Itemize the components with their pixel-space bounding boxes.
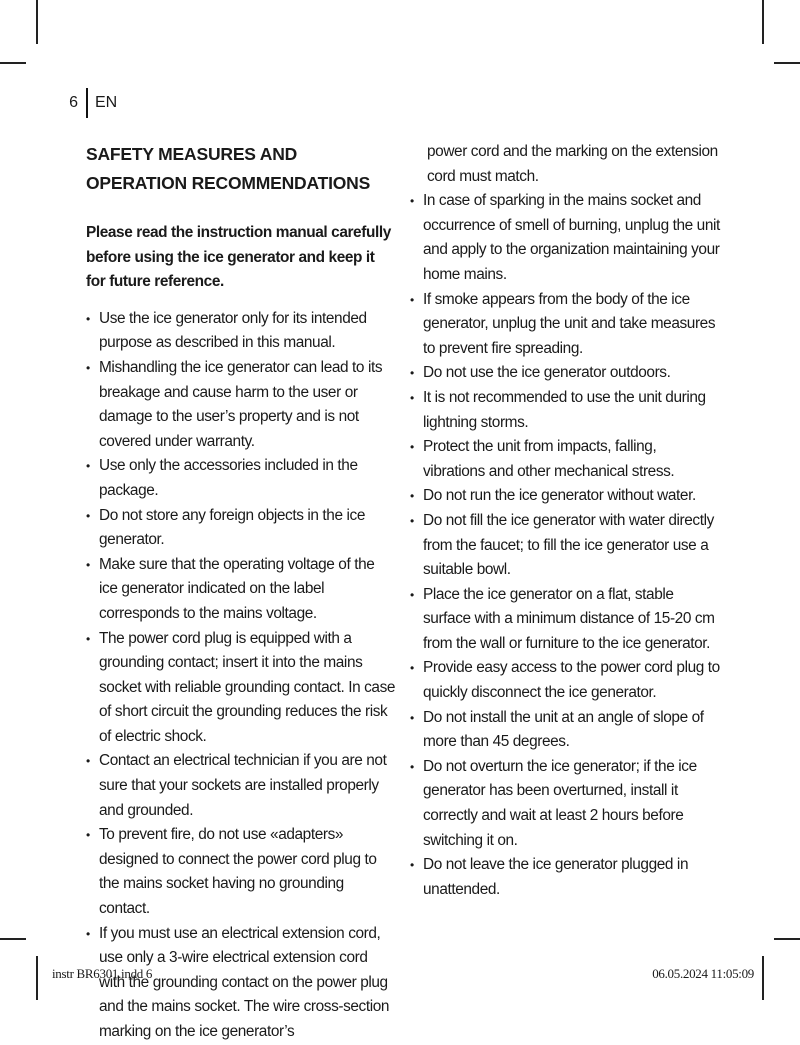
list-item: • Make sure that the operating voltage of the ice generator indicated on the label corresponds to the mains voltage. [86,553,396,627]
crop-mark [762,956,764,1000]
list-item: • Provide easy access to the power cord plug to quickly disconnect the ice generator. [410,656,720,705]
language-label: EN [95,94,118,111]
intro-paragraph: Please read the instruction manual carefully before using the ice generator and keep it for future reference. [86,224,391,291]
right-column [410,140,720,902]
list-item: • To prevent fire, do not use «adapters» designed to connect the power cord plug to the mains socket having no grounding contact. [86,823,396,921]
list-item: • If you must use an electrical extension cord, use only a 3-wire electrical extension cord with the grounding contact on the power plug and the mains socket. The wire cross-section marking on the ice generator’s [86,922,396,1045]
left-column [86,140,396,1045]
list-item: • Contact an electrical technician if you are not sure that your sockets are installed properly and grounded. [86,749,396,823]
list-item: • Mishandling the ice generator can lead to its breakage and cause harm to the user or damage to the user’s property and is not covered under warranty. [86,356,396,454]
section-title: SAFETY MEASURES AND OPERATION RECOMMENDATIONS [86,144,371,193]
crop-mark [762,0,764,44]
list-item: • Use only the accessories included in the package. [86,454,396,503]
page-header [64,88,117,118]
print-file-name: instr BR6301.indd 6 [52,966,153,981]
list-item: • Use the ice generator only for its intended purpose as described in this manual. [86,307,396,356]
list-item: • Do not use the ice generator outdoors. [410,361,720,386]
list-item: • Place the ice generator on a flat, stable surface with a minimum distance of 15-20 cm from the wall or furniture to the ice generator. [410,583,720,657]
list-item-continuation: power cord and the marking on the extension cord must match. [427,143,718,185]
list-item: • The power cord plug is equipped with a grounding contact; insert it into the mains socket with reliable grounding contact. In case of short circuit the grounding reduces the risk of electric shock. [86,627,396,750]
safety-list-left [86,307,396,1045]
list-item: • Do not run the ice generator without water. [410,484,720,509]
crop-mark [36,956,38,1000]
list-item: • Do not fill the ice generator with water directly from the faucet; to fill the ice generator use a suitable bowl. [410,509,720,583]
list-item: • Do not overturn the ice generator; if the ice generator has been overturned, install it correctly and wait at least 2 hours before switching it on. [410,755,720,853]
header-divider [86,88,88,118]
crop-mark [0,62,26,64]
list-item: • It is not recommended to use the unit during lightning storms. [410,386,720,435]
crop-mark [774,62,800,64]
print-timestamp: 06.05.2024 11:05:09 [652,966,754,981]
list-item: • Protect the unit from impacts, falling, vibrations and other mechanical stress. [410,435,720,484]
page-number: 6 [69,94,78,111]
crop-mark [0,938,26,940]
list-item: • Do not leave the ice generator plugged in unattended. [410,853,720,902]
safety-list-right [410,189,720,902]
crop-mark [36,0,38,44]
list-item: • Do not store any foreign objects in the ice generator. [86,504,396,553]
list-item: • In case of sparking in the mains socket and occurrence of smell of burning, unplug the unit and apply to the organization maintaining your home mains. [410,189,720,287]
list-item: • If smoke appears from the body of the ice generator, unplug the unit and take measures to prevent fire spreading. [410,288,720,362]
crop-mark [774,938,800,940]
list-item: • Do not install the unit at an angle of slope of more than 45 degrees. [410,706,720,755]
